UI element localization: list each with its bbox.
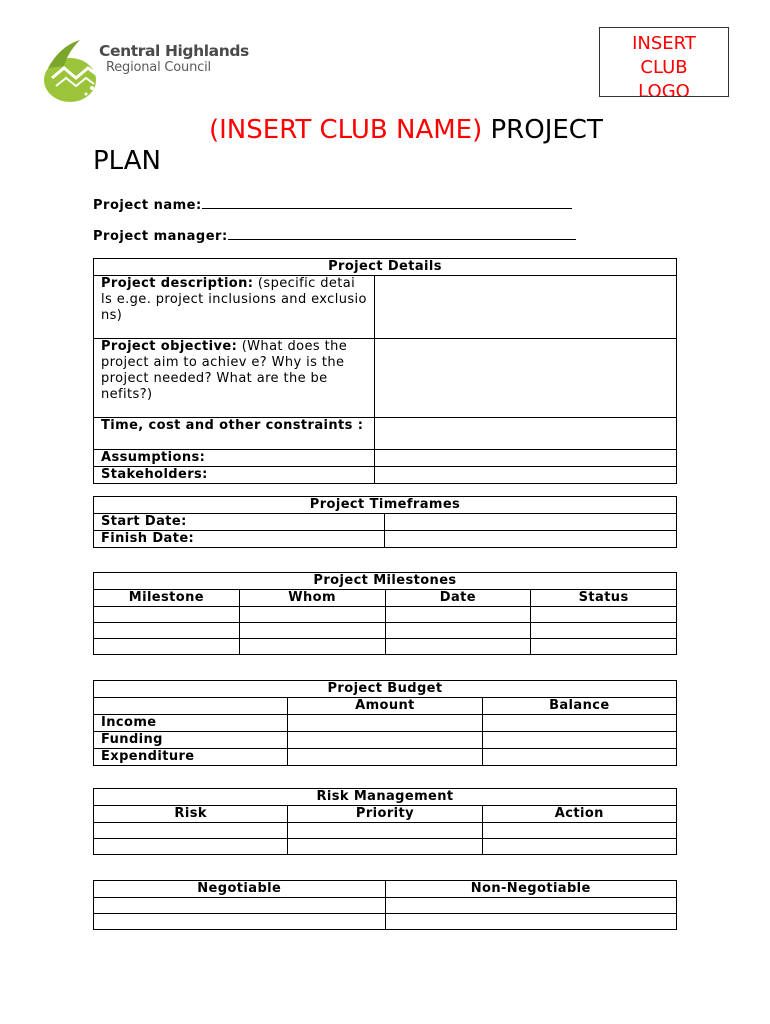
date-cell[interactable] bbox=[385, 623, 531, 639]
table-row bbox=[94, 823, 677, 839]
project-name-line[interactable] bbox=[202, 197, 572, 209]
col-negotiable: Negotiable bbox=[94, 881, 386, 898]
priority-cell[interactable] bbox=[288, 839, 482, 855]
assumptions-cell: Assumptions: bbox=[94, 450, 375, 467]
assumptions-input[interactable] bbox=[375, 450, 677, 467]
table-row bbox=[94, 450, 677, 467]
expenditure-label: Expenditure bbox=[94, 749, 288, 766]
stakeholders-cell: Stakeholders: bbox=[94, 467, 375, 484]
page-title bbox=[93, 115, 673, 177]
club-name-placeholder: (INSERT CLUB NAME) bbox=[209, 115, 483, 145]
milestones-table bbox=[93, 572, 677, 655]
status-cell[interactable] bbox=[531, 623, 677, 639]
col-status: Status bbox=[531, 590, 677, 607]
status-cell[interactable] bbox=[531, 607, 677, 623]
project-name-label: Project name: bbox=[93, 198, 202, 213]
table-row bbox=[94, 276, 677, 339]
timeframes-table bbox=[93, 496, 677, 548]
risk-cell[interactable] bbox=[94, 839, 288, 855]
income-amount[interactable] bbox=[288, 715, 482, 732]
project-objective-cell: Project objective: (What does the project aim to achiev e? Why is the project needed? What are the be nefits?) bbox=[94, 339, 375, 418]
budget-header: Project Budget bbox=[94, 681, 677, 698]
table-header-row bbox=[94, 698, 677, 715]
col-date: Date bbox=[385, 590, 531, 607]
income-label: Income bbox=[94, 715, 288, 732]
priority-cell[interactable] bbox=[288, 823, 482, 839]
council-logo-icon bbox=[42, 38, 102, 104]
table-row bbox=[94, 339, 677, 418]
project-manager-label: Project manager: bbox=[93, 229, 228, 244]
table-row bbox=[94, 418, 677, 450]
table-row bbox=[94, 623, 677, 639]
table-row bbox=[94, 898, 677, 914]
date-cell[interactable] bbox=[385, 607, 531, 623]
col-whom: Whom bbox=[239, 590, 385, 607]
table-row bbox=[94, 467, 677, 484]
table-row bbox=[94, 732, 677, 749]
negotiable-cell[interactable] bbox=[94, 914, 386, 930]
risk-cell[interactable] bbox=[94, 823, 288, 839]
project-manager-line[interactable] bbox=[228, 228, 576, 240]
table-header-row bbox=[94, 881, 677, 898]
constraints-input[interactable] bbox=[375, 418, 677, 450]
org-name: Central Highlands bbox=[99, 42, 249, 60]
non-negotiable-cell[interactable] bbox=[385, 914, 677, 930]
table-row bbox=[94, 839, 677, 855]
funding-label: Funding bbox=[94, 732, 288, 749]
funding-amount[interactable] bbox=[288, 732, 482, 749]
col-blank bbox=[94, 698, 288, 715]
action-cell[interactable] bbox=[482, 823, 676, 839]
finish-date-label: Finish Date: bbox=[94, 531, 385, 548]
funding-balance[interactable] bbox=[482, 732, 676, 749]
start-date-label: Start Date: bbox=[94, 514, 385, 531]
col-amount: Amount bbox=[288, 698, 482, 715]
whom-cell[interactable] bbox=[239, 623, 385, 639]
expenditure-amount[interactable] bbox=[288, 749, 482, 766]
milestone-cell[interactable] bbox=[94, 623, 240, 639]
club-logo-line2: CLUB bbox=[640, 57, 688, 78]
project-details-header: Project Details bbox=[94, 259, 677, 276]
table-header-row bbox=[94, 806, 677, 823]
club-logo-line1: INSERT bbox=[632, 33, 696, 54]
timeframes-header: Project Timeframes bbox=[94, 497, 677, 514]
project-objective-input[interactable] bbox=[375, 339, 677, 418]
table-row bbox=[94, 749, 677, 766]
project-name-field[interactable] bbox=[93, 197, 572, 213]
stakeholders-input[interactable] bbox=[375, 467, 677, 484]
col-non-negotiable: Non-Negotiable bbox=[385, 881, 677, 898]
income-balance[interactable] bbox=[482, 715, 676, 732]
budget-table bbox=[93, 680, 677, 766]
milestones-header: Project Milestones bbox=[94, 573, 677, 590]
table-row bbox=[94, 514, 677, 531]
table-row bbox=[94, 715, 677, 732]
table-row bbox=[94, 914, 677, 930]
council-logo bbox=[42, 38, 249, 104]
table-row bbox=[94, 531, 677, 548]
start-date-input[interactable] bbox=[385, 514, 677, 531]
title-plan: PLAN bbox=[93, 146, 161, 176]
milestone-cell[interactable] bbox=[94, 607, 240, 623]
col-priority: Priority bbox=[288, 806, 482, 823]
title-project: PROJECT bbox=[482, 115, 603, 145]
risk-header: Risk Management bbox=[94, 789, 677, 806]
project-manager-field[interactable] bbox=[93, 228, 576, 244]
whom-cell[interactable] bbox=[239, 607, 385, 623]
whom-cell[interactable] bbox=[239, 639, 385, 655]
col-risk: Risk bbox=[94, 806, 288, 823]
project-description-cell: Project description: (specific detai ls e.ge. project inclusions and exclusio ns) bbox=[94, 276, 375, 339]
table-row bbox=[94, 639, 677, 655]
project-details-table bbox=[93, 258, 677, 484]
negotiables-table bbox=[93, 880, 677, 930]
col-action: Action bbox=[482, 806, 676, 823]
status-cell[interactable] bbox=[531, 639, 677, 655]
col-milestone: Milestone bbox=[94, 590, 240, 607]
club-logo-line3: LOGO bbox=[638, 81, 690, 97]
constraints-cell: Time, cost and other constraints : bbox=[94, 418, 375, 450]
negotiable-cell[interactable] bbox=[94, 898, 386, 914]
table-row bbox=[94, 607, 677, 623]
action-cell[interactable] bbox=[482, 839, 676, 855]
finish-date-input[interactable] bbox=[385, 531, 677, 548]
risk-table bbox=[93, 788, 677, 855]
non-negotiable-cell[interactable] bbox=[385, 898, 677, 914]
table-header-row bbox=[94, 590, 677, 607]
club-logo-placeholder bbox=[599, 27, 729, 97]
col-balance: Balance bbox=[482, 698, 676, 715]
expenditure-balance[interactable] bbox=[482, 749, 676, 766]
date-cell[interactable] bbox=[385, 639, 531, 655]
project-description-input[interactable] bbox=[375, 276, 677, 339]
milestone-cell[interactable] bbox=[94, 639, 240, 655]
org-subtitle: Regional Council bbox=[106, 60, 211, 75]
